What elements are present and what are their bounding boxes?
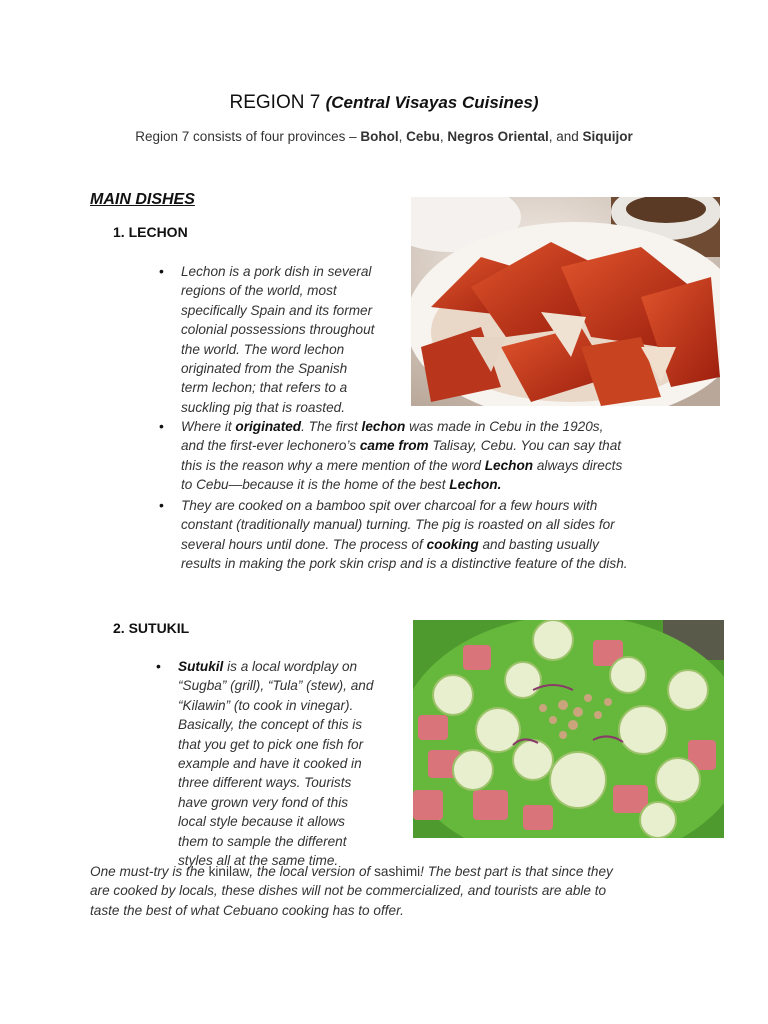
title-sub: (Central Visayas Cuisines) [325,93,539,112]
text-line: suckling pig that is roasted. [181,399,345,415]
lechon-illustration [411,197,720,406]
text-line: “Kilawin” (to cook in vinegar). [178,697,354,713]
text-line: regions of the world, most [181,283,337,299]
text-line: They are cooked on a bamboo spit over charcoal for a few hours with [181,498,598,513]
text-line: Sutukil is a local wordplay on [178,659,358,674]
bullet-dot: • [159,418,164,434]
text-line: Basically, the concept of this is [178,717,363,733]
lechon-photo [411,197,720,406]
text-line: “Sugba” (grill), “Tula” (stew), and [178,678,374,694]
sutukil-bullet-1 [156,657,408,870]
text-line: originated from the Spanish [181,361,348,377]
item-heading-lechon: 1. LECHON [113,224,188,240]
separator: , and [548,129,583,144]
bullet-dot: • [159,497,164,513]
text-line: and the first-ever lechonero’s came from Talisay, Cebu. You can say that [181,438,622,454]
text-line: that you get to pick one fish for [178,736,364,752]
title-main: REGION 7 [229,92,326,113]
text-line: colonial possessions throughout [181,322,375,338]
bullet-dot: • [156,658,161,674]
lechon-bullet-3 [159,496,701,574]
kinilaw-illustration [413,620,724,838]
text-line: example and have it cooked in [178,756,362,772]
section-title: MAIN DISHES [90,191,195,208]
separator: , [398,129,407,144]
bullet-dot: • [159,263,164,279]
page-title [0,92,768,114]
text-line: local style because it allows [178,814,345,830]
text-line: have grown very fond of this [178,794,349,810]
text-line: constant (traditionally manual) turning. The pig is roasted on all sides for [181,517,615,533]
text-line: several hours until done. The process of cooking and basting usually [181,536,599,552]
province-siquijor: Siquijor [582,129,633,144]
sutukil-photo [413,620,724,838]
text-line: styles all at the same time. [178,853,339,869]
province-cebu: Cebu [406,129,440,144]
province-negros-oriental: Negros Oriental [447,129,549,144]
text-line: taste the best of what Cebuano cooking has to offer. [90,902,404,918]
text-line: this is the reason why a mere mention of the word Lechon always directs [181,457,623,473]
text-line: the world. The word lechon [181,341,345,357]
lechon-bullet-1 [159,262,406,417]
lechon-bullet-2 [159,417,701,495]
text-line: three different ways. Tourists [178,775,352,791]
separator: , [439,129,448,144]
text-line: One must-try is the kinilaw, the local version of sashimi! The best part is that since they [90,864,613,879]
text-line: Lechon is a pork dish in several [181,264,372,279]
subtitle-intro: Region 7 consists of four provinces – [135,129,361,144]
text-line: them to sample the different [178,833,347,849]
province-bohol: Bohol [360,129,399,144]
text-line: term lechon; that refers to a [181,380,348,396]
text-line: results in making the pork skin crisp and is a distinctive feature of the dish. [181,556,628,572]
text-line: Where it originated. The first lechon was made in Cebu in the 1920s, [181,419,604,434]
closing-paragraph [90,862,690,920]
text-line: specifically Spain and its former [181,302,373,318]
page-subtitle [0,129,768,144]
text-line: to Cebu—because it is the home of the best Lechon. [181,477,502,493]
text-line: are cooked by locals, these dishes will not be commercialized, and tourists are able to [90,883,607,899]
item-heading-sutukil: 2. SUTUKIL [113,620,190,636]
